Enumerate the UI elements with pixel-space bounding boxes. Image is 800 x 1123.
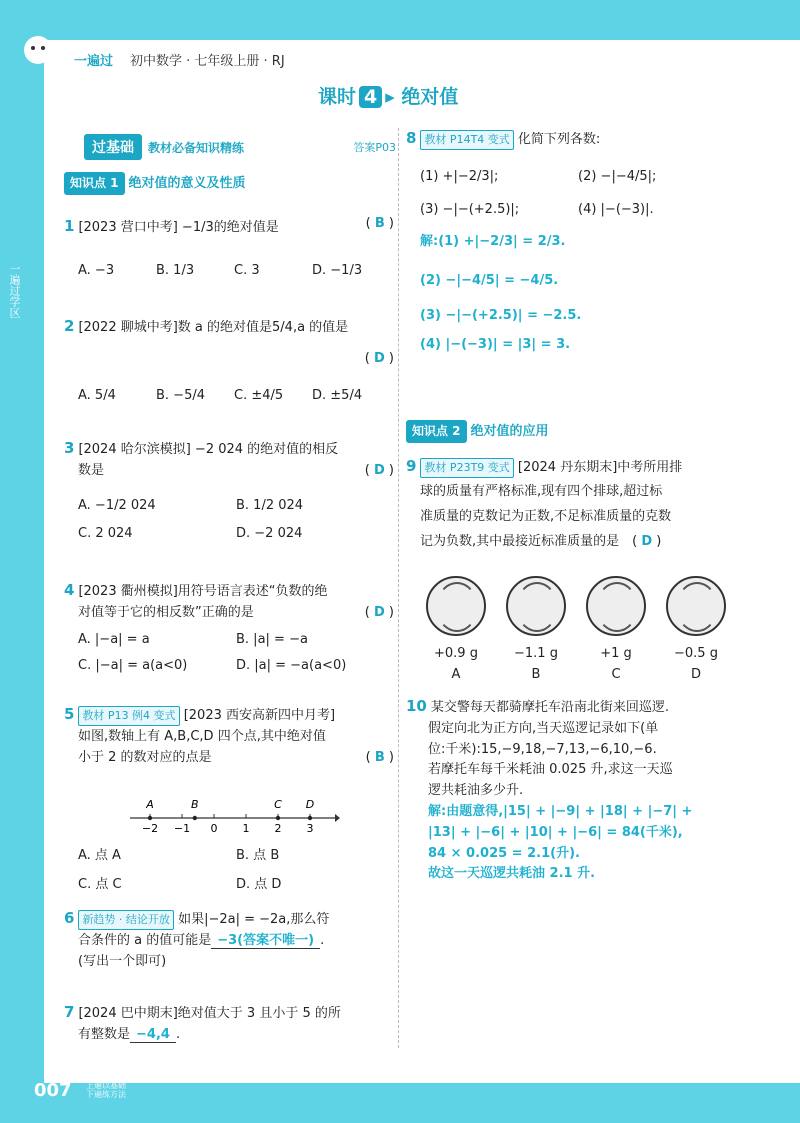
point-label: D bbox=[305, 800, 315, 811]
page-number: 007 bbox=[34, 1080, 72, 1101]
volleyball-option bbox=[580, 576, 652, 682]
brand: 一遍过 bbox=[74, 54, 114, 69]
volleyball-icon bbox=[586, 576, 646, 636]
axis-tick-label: 1 bbox=[242, 822, 250, 835]
q7-blank: −4,4 bbox=[130, 1027, 176, 1043]
question-10: 10 某交警每天都骑摩托车沿南北街来回巡逻. 假定向北为正方向,当天巡逻记录如下(单 位:千米):15,−9,18,−7,13,−6,10,−6. 若摩托车每千米耗油 0.025 升,求这一天巡 逻共耗油多少升. 解:由题意得,|15| + |−9| + |18| + |−7| + |13| + |−6| + |10| + |−6| = 84(千米), 84 × 0.025 = 2.1(升). 故这一天巡逻共耗油 2.1 升. bbox=[406, 697, 693, 882]
option-letter: C bbox=[611, 667, 621, 682]
volleyball-option bbox=[660, 576, 732, 682]
question-9: 9 教材 P23T9 变式 [2024 丹东期末]中考所用排 球的质量有严格标准,现有四个排球,超过标 准质量的克数记为正数,不足标准质量的克数 记为负数,其中最接近标准质量的是 ( D ) bbox=[406, 457, 683, 550]
question-6: 6 新趋势 · 结论开放 如果|−2a| = −2a,那么符 合条件的 a 的值可能是 −3(答案不唯一) . (写出一个即可) bbox=[64, 909, 330, 969]
volleyball-option bbox=[500, 576, 572, 682]
axis-tick-label: 2 bbox=[274, 822, 282, 835]
question-2: 2 [2022 聊城中考]数 a 的绝对值是5/4,a 的值是 ( D ) A. 5/4 B. −5/4 C. ±4/5 D. ±5/4 bbox=[64, 317, 394, 403]
question-8: 8 教材 P14T4 变式 化简下列各数: (1) +|−2/3|; (2) −|−4/5|; (3) −|−(+2.5)|; (4) |−(−3)|. 解:(1) +|−2/3| = 2/3. (2) −|−4/5| = −4/5. (3) −|−(+2.5)| = −2.5. (4) |−(−3)| = |3| = 3. bbox=[406, 129, 657, 352]
number-line-point bbox=[148, 816, 152, 820]
q6-blank: −3(答案不唯一) bbox=[211, 933, 320, 949]
footer-slogan: 上遍以基础 下遍练方法 bbox=[86, 1081, 126, 1099]
kp1-header: 知识点 1 绝对值的意义及性质 bbox=[64, 172, 394, 195]
volleyball-icon bbox=[506, 576, 566, 636]
point-label: C bbox=[274, 800, 282, 811]
kp2-header: 知识点 2 绝对值的应用 bbox=[406, 420, 790, 443]
weight-label: −0.5 g bbox=[674, 646, 718, 661]
weight-label: −1.1 g bbox=[514, 646, 558, 661]
axis-tick-label: −2 bbox=[141, 822, 159, 835]
header bbox=[44, 40, 800, 76]
question-7: 7 [2024 巴中期末]绝对值大于 3 且小于 5 的所 有整数是 −4,4 . bbox=[64, 1003, 341, 1042]
point-label: A bbox=[146, 800, 154, 811]
mascot-icon bbox=[18, 32, 58, 76]
volleyball-option bbox=[420, 576, 492, 682]
lesson-title: 课时 4 ▸ 绝对值 bbox=[318, 86, 459, 108]
axis-tick-label: −1 bbox=[173, 822, 191, 835]
side-tab: 一遍过学区 bbox=[8, 263, 21, 318]
question-5-options: A. 点 A B. 点 B C. 点 C D. 点 D bbox=[78, 848, 282, 892]
question-1: 1 [2023 营口中考] −1/3的绝对值是 ( B ) A. −3 B. 1/3 C. 3 D. −1/3 bbox=[64, 216, 394, 278]
question-4: 4 [2023 衢州模拟]用符号语言表述“负数的绝 对值等于它的相反数”正确的是 ( D ) A. |−a| = a B. |a| = −a C. |−a| = a(a<0) D. |a| = −a(a<0) bbox=[64, 581, 394, 674]
book-title: 初中数学 · 七年级上册 · RJ bbox=[130, 54, 285, 69]
answer-ref: 答案P03 bbox=[353, 141, 396, 154]
weight-label: +0.9 g bbox=[434, 646, 478, 661]
option-letter: A bbox=[451, 667, 461, 682]
option-letter: B bbox=[531, 667, 541, 682]
question-3: 3 [2024 哈尔滨模拟] −2 024 的绝对值的相反 数是 ( D ) A. −1/2 024 B. 1/2 024 C. 2 024 D. −2 024 bbox=[64, 439, 394, 542]
volleyball-icon bbox=[426, 576, 486, 636]
number-line-point bbox=[276, 816, 280, 820]
basics-banner: 过基础 教材必备知识精练 答案P03 bbox=[84, 134, 396, 162]
number-line bbox=[130, 800, 340, 836]
column-divider bbox=[398, 128, 399, 1048]
weight-label: +1 g bbox=[600, 646, 632, 661]
volleyball-row bbox=[420, 576, 790, 686]
point-label: B bbox=[191, 800, 199, 811]
number-line-point bbox=[308, 816, 312, 820]
question-5: 5 教材 P13 例4 变式 [2023 西安高新四中月考] 如图,数轴上有 A,B,C,D 四个点,其中绝对值 小于 2 的数对应的点是 ( B ) bbox=[64, 705, 394, 765]
option-letter: D bbox=[690, 667, 701, 682]
axis-tick-label: 0 bbox=[210, 822, 218, 835]
volleyball-icon bbox=[666, 576, 726, 636]
axis-tick-label: 3 bbox=[306, 822, 314, 835]
number-line-point bbox=[193, 816, 197, 820]
